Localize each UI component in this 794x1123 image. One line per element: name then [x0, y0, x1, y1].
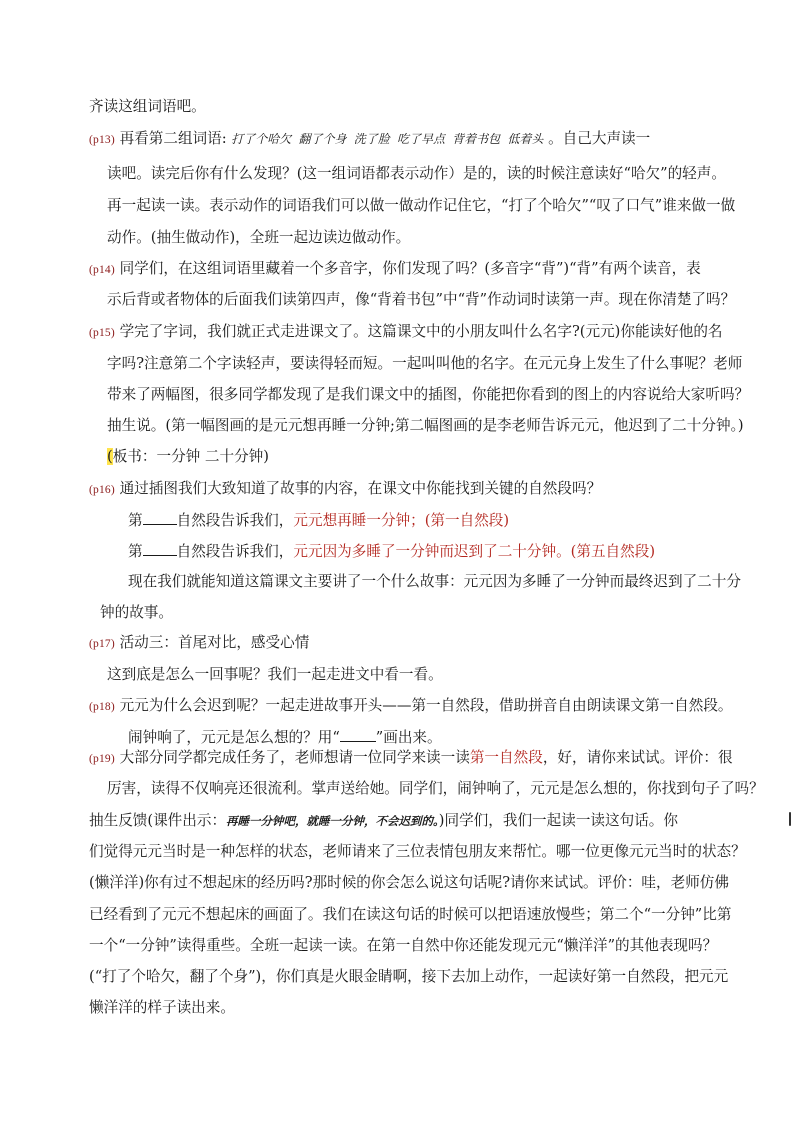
- paragraph-p19-line-3: [89, 811, 678, 831]
- board-text: 板书：一分钟 二十分钟): [112, 448, 269, 465]
- text: 第: [128, 512, 143, 529]
- paragraph-p18-line-2: [128, 727, 442, 748]
- paragraph-p16-line-1: [89, 479, 601, 500]
- page-tag-p15: (p15): [89, 327, 115, 339]
- page-tag-p14: (p14): [89, 264, 115, 276]
- answer-text: 元元因为多睡了一分钟而迟到了二十分钟。(第五自然段): [293, 543, 656, 560]
- paragraph-p16-line-4: 现在我们就能知道这篇课文主要讲了一个什么故事：元元因为多睡了一分钟而最终迟到了二十分: [128, 573, 741, 590]
- text: 自然段告诉我们，: [176, 512, 294, 529]
- paragraph-p16-line-5: 钟的故事。: [100, 604, 173, 621]
- word-list: 打了个哈欠 翻了个身 洗了脸 吃了早点 背着书包 低着头: [231, 132, 544, 146]
- page-tag-p19: (p19): [89, 753, 115, 765]
- answer-blank: [143, 510, 177, 525]
- paragraph-p15-line-1: [89, 322, 723, 343]
- text: )同学们，我们一起读一读这句话。你: [438, 812, 678, 829]
- fill-in-row-1: [128, 510, 509, 531]
- paragraph-p18-line-1: [89, 696, 733, 717]
- text: 大部分同学都完成任务了，老师想请一位同学来读一读: [119, 749, 470, 766]
- paragraph-p15-line-2: 字吗?注意第二个字读轻声，要读得轻而短。一起叫叫他的名字。在元元身上发生了什么事呢？老师: [107, 355, 743, 372]
- board-note: [107, 447, 269, 467]
- text: 抽生反馈(课件出示：: [89, 812, 227, 829]
- paragraph-p14-line-2: 示后背或者物体的后面我们读第四声，像“背着书包”中“背”作动词时读第一声。现在你清楚了吗？: [107, 291, 736, 308]
- page-tag-p17: (p17): [89, 638, 115, 650]
- paragraph-p19-line-2: 厉害，读得不仅响亮还很流利。掌声送给她。同学们，闹钟响了，元元是怎么想的，你找到句子了吗？: [107, 780, 764, 797]
- activity-heading: 活动三：首尾对比，感受心情: [119, 634, 310, 651]
- paragraph-p13-line-2: 读吧。读完后你有什么发现？(这一组词语都表示动作）是的，读的时候注意读好“哈欠”的轻声。: [107, 165, 726, 182]
- page-edge-mark: [789, 812, 791, 826]
- highlight-text: 第一自然段: [469, 749, 543, 766]
- paragraph-p19-line-9: 懒洋洋的样子读出来。: [89, 999, 235, 1016]
- paragraph-p17-line-1: [89, 633, 309, 654]
- underline-mark: [340, 727, 376, 742]
- text: 元元为什么会迟到呢？一起走进故事开头——第一自然段，借助拼音自由朗读课文第一自然段。: [119, 697, 733, 714]
- line-intro: 齐读这组词语吧。: [89, 98, 206, 115]
- paragraph-p15-line-3: 带来了两幅图，很多同学都发现了是我们课文中的插图，你能把你看到的图上的内容说给大家听吗？: [107, 386, 750, 403]
- page-tag-p16: (p16): [89, 484, 115, 496]
- answer-text: 元元想再睡一分钟；(第一自然段): [293, 512, 510, 529]
- paragraph-p19-line-5: (懒洋洋)你有过不想起床的经历吗?那时候的你会怎么说这句话呢?请你来试试。评价：哇，老师仿佛: [89, 874, 729, 891]
- paragraph-p13-line-4: 动作。(抽生做动作)，全班一起边读边做动作。: [107, 229, 411, 246]
- paragraph-p13-line-1: [89, 129, 650, 150]
- paragraph-p19-line-6: 已经看到了元元不想起床的画面了。我们在读这句话的时候可以把语速放慢些；第二个“一分钟”比第: [89, 906, 732, 923]
- text: 第: [128, 543, 143, 560]
- text: 。自己大声读一: [548, 130, 651, 147]
- text: 闹钟响了，元元是怎么想的？用“: [128, 729, 340, 746]
- paragraph-p15-line-4: 抽生说。(第一幅图画的是元元想再睡一分钟;第二幅图画的是李老师告诉元元，他迟到了二十分钟。): [107, 417, 744, 434]
- page-tag-p18: (p18): [89, 701, 115, 713]
- paragraph-p19-line-7: 一个“一分钟”读得重些。全班一起读一读。在第一自然中你还能发现元元“懒洋洋”的其他表现吗？: [89, 937, 718, 954]
- text: ”画出来。: [375, 729, 442, 746]
- text: 学完了字词，我们就正式走进课文了。这篇课文中的小朋友叫什么名字?(元元)你能读好他的名: [119, 323, 723, 340]
- paragraph-p14-line-1: [89, 259, 701, 280]
- text: 再看第二组词语:: [119, 130, 227, 147]
- paragraph-p19-line-4: 们觉得元元当时是一种怎样的状态，老师请来了三位表情包朋友来帮忙。哪一位更像元元当时的状态？: [89, 843, 746, 860]
- paragraph-p13-line-3: 再一起读一读。表示动作的词语我们可以做一做动作记住它，“打了个哈欠”“叹了口气”谁来做一做: [107, 197, 736, 214]
- answer-blank: [143, 541, 177, 556]
- text: 通过插图我们大致知道了故事的内容，在课文中你能找到关键的自然段吗？: [119, 480, 602, 497]
- text: 同学们，在这组词语里藏着一个多音字，你们发现了吗？(多音字“背”)“背”有两个读音，表: [119, 260, 701, 277]
- paragraph-p17-line-2: 这到底是怎么一回事呢？我们一起走进文中看一看。: [107, 666, 443, 683]
- quoted-sentence: 再睡一分钟吧，就睡一分钟，不会迟到的。: [226, 814, 439, 828]
- paragraph-p19-line-1: [89, 748, 733, 769]
- page-tag-p13: (p13): [89, 134, 115, 146]
- text: 自然段告诉我们，: [176, 543, 294, 560]
- highlight-mark: (: [107, 448, 113, 465]
- fill-in-row-2: [128, 541, 655, 562]
- text: ，好，请你来试试。评价：很: [542, 749, 733, 766]
- paragraph-p19-line-8: (“打了个哈欠，翻了个身”)，你们真是火眼金睛啊，接下去加上动作，一起读好第一自然段，把元元: [89, 968, 729, 985]
